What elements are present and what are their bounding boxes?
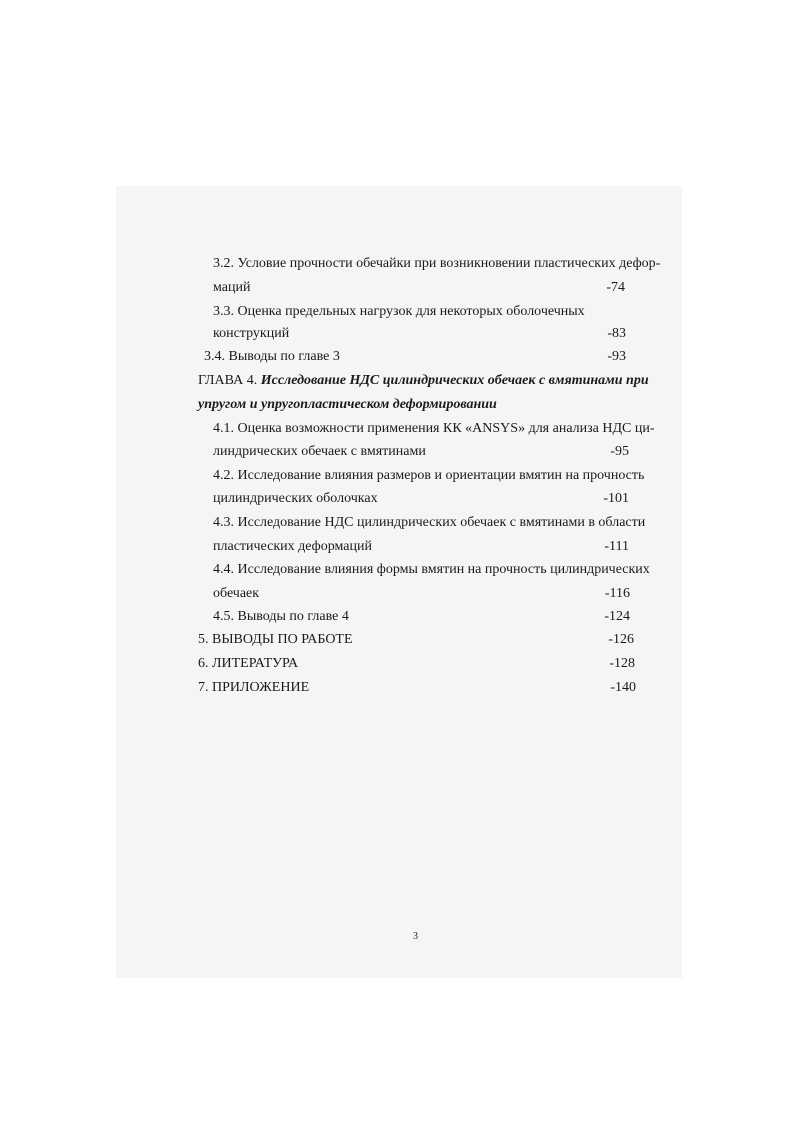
toc-4-4-title: 4.4. Исследование влияния формы вмятин на прочность цилиндрических xyxy=(213,562,650,577)
toc-5-page: -126 xyxy=(608,632,634,647)
chapter-4-heading xyxy=(198,373,649,389)
chapter-4-title: Исследование НДС цилиндрических обечаек с вмятинами при xyxy=(260,373,649,388)
toc-4-3-page: -111 xyxy=(604,539,629,554)
chapter-4-title-cont: упругом и упругопластическом деформировании xyxy=(198,397,497,412)
toc-7-title: 7. ПРИЛОЖЕНИЕ xyxy=(198,680,310,695)
toc-6-title: 6. ЛИТЕРАТУРА xyxy=(198,656,299,671)
toc-4-5-page: -124 xyxy=(604,609,630,624)
toc-3-3-title-cont: конструкций xyxy=(213,326,290,341)
toc-3-2-title: 3.2. Условие прочности обечайки при возникновении пластических дефор- xyxy=(213,256,661,271)
toc-4-1-title-cont: линдрических обечаек с вмятинами xyxy=(213,444,426,459)
toc-3-3-page: -83 xyxy=(607,326,626,341)
toc-7-page: -140 xyxy=(610,680,636,695)
toc-4-3-title: 4.3. Исследование НДС цилиндрических обечаек с вмятинами в области xyxy=(213,515,646,530)
chapter-4-prefix: ГЛАВА 4. xyxy=(198,373,258,388)
page-number: 3 xyxy=(413,931,418,942)
toc-3-2-title-cont: маций xyxy=(213,280,251,295)
toc-4-1-title: 4.1. Оценка возможности применения КК «ANSYS» для анализа НДС ци- xyxy=(213,421,655,436)
toc-5-title: 5. ВЫВОДЫ ПО РАБОТЕ xyxy=(198,632,353,647)
toc-3-4-title: 3.4. Выводы по главе 3 xyxy=(204,349,340,364)
toc-4-4-title-cont: обечаек xyxy=(213,586,260,601)
toc-4-5-title: 4.5. Выводы по главе 4 xyxy=(213,609,349,624)
toc-3-3-title: 3.3. Оценка предельных нагрузок для некоторых оболочечных xyxy=(213,304,585,319)
toc-4-3-title-cont: пластических деформаций xyxy=(213,539,372,554)
toc-4-2-page: -101 xyxy=(603,491,629,506)
toc-4-2-title-cont: цилиндрических оболочках xyxy=(213,491,378,506)
toc-4-1-page: -95 xyxy=(610,444,629,459)
toc-3-2-page: -74 xyxy=(606,280,625,295)
toc-4-4-page: -116 xyxy=(604,586,630,601)
toc-4-2-title: 4.2. Исследование влияния размеров и ориентации вмятин на прочность xyxy=(213,468,645,483)
toc-3-4-page: -93 xyxy=(607,349,626,364)
toc-6-page: -128 xyxy=(609,656,635,671)
